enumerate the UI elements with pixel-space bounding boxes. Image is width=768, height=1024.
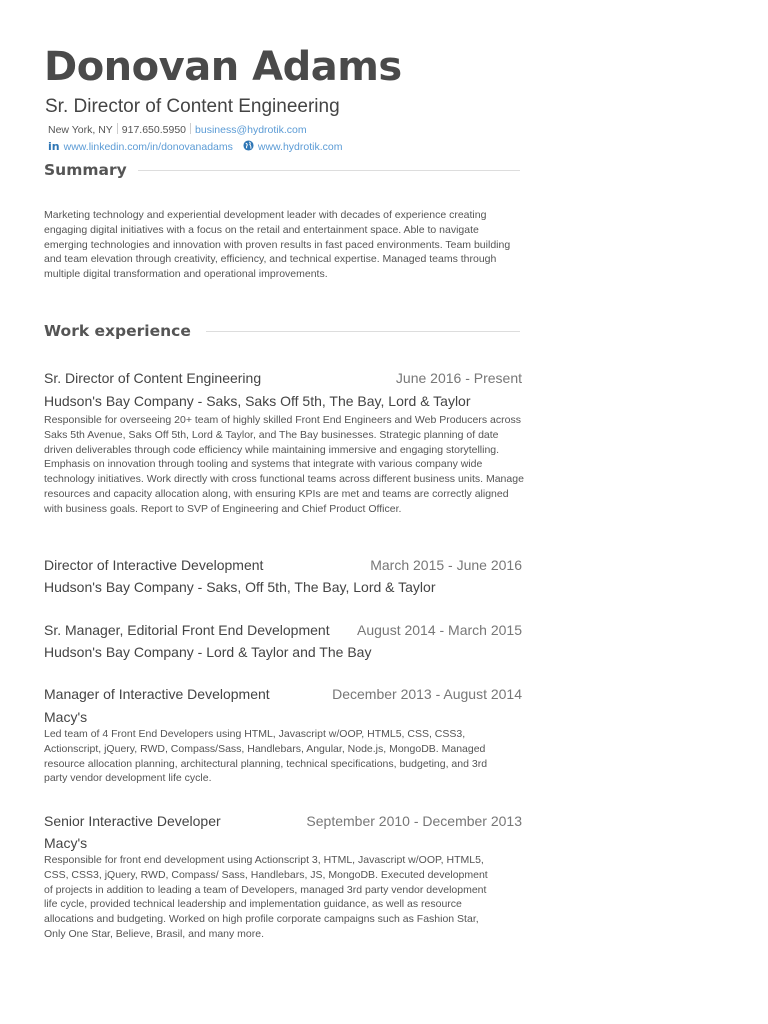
job-description: Responsible for front end development using Actionscript 3, HTML, Javascript w/OOP, HTML5, CSS, CSS3, jQuery, RWD, Compass/ Sass, Handlebars, JS, MongoDB. Executed development of projects in addition to leading a team of Developers, managed 3rd party vendor development life cycle, provided technical leadership and implementation guidance, as well as resource allocations and budgeting. Worked on high profile corporate campaigns such as Fashion Star, Only One Star, Believe, Brasil, and many more.	[44, 854, 488, 940]
job-dates: December 2013 - August 2014	[332, 686, 522, 702]
linkedin-link[interactable]: www.linkedin.com/in/donovanadams	[63, 141, 233, 153]
candidate-name: Donovan Adams	[44, 44, 402, 90]
email-link[interactable]: business@hydrotik.com	[195, 124, 307, 136]
profile-links	[48, 140, 342, 154]
section-divider	[206, 331, 520, 332]
job-company: Hudson's Bay Company - Saks, Off 5th, The Bay, Lord & Taylor	[44, 579, 436, 595]
divider	[117, 123, 118, 134]
summary-text: Marketing technology and experiential development leader with decades of experience creating engaging digital initiatives with a focus on the retail and entertainment space. Able to navigate emerging technologies and innovation with proven results in fast paced environments. Team building and team elevation through creativity, efficiency, and technical expertise. Managed teams through multiple digital transformation and operational improvements.	[44, 209, 511, 281]
job-title: Sr. Director of Content Engineering	[44, 370, 262, 386]
job-title: Manager of Interactive Development	[44, 686, 270, 702]
phone-text: 917.650.5950	[121, 124, 187, 136]
job-title: Sr. Manager, Editorial Front End Development	[44, 622, 330, 638]
job-company: Hudson's Bay Company - Lord & Taylor and The Bay	[44, 644, 372, 660]
experience-section-header	[44, 320, 520, 342]
linkedin-icon: in	[48, 140, 60, 153]
job-dates: June 2016 - Present	[395, 370, 522, 386]
website-link[interactable]: www.hydrotik.com	[257, 141, 343, 153]
job-dates: March 2015 - June 2016	[370, 557, 522, 573]
globe-icon	[243, 140, 254, 151]
job-company: Macy's	[44, 835, 88, 851]
job-title: Senior Interactive Developer	[44, 813, 221, 829]
job-company: Hudson's Bay Company - Saks, Saks Off 5th, The Bay, Lord & Taylor	[44, 393, 471, 409]
summary-section-header	[44, 159, 520, 181]
contact-info	[48, 123, 307, 137]
job-company: Macy's	[44, 709, 88, 725]
job-dates: August 2014 - March 2015	[357, 622, 522, 638]
candidate-title: Sr. Director of Content Engineering	[45, 96, 340, 117]
job-dates: September 2010 - December 2013	[306, 813, 522, 829]
summary-heading: Summary	[44, 161, 127, 179]
divider	[190, 123, 191, 134]
location-text: New York, NY	[48, 124, 113, 136]
job-title: Director of Interactive Development	[44, 557, 264, 573]
job-description: Responsible for overseeing 20+ team of highly skilled Front End Engineers and Web Producers across Saks 5th Avenue, Saks Off 5th, Lord & Taylor, and The Bay businesses. Strategic planning of date driven deliverables through code efficiency while maintaining immersive and engaging storytelling. Emphasis on innovation through tooling and systems that integrate with various company wide technology initiatives. Work directly with cross functional teams across different business units. Manage resources and capacity allocation along, with ensuring KPIs are met and teams are correctly aligned with business goals. Report to SVP of Engineering and Chief Product Officer.	[44, 414, 524, 515]
section-divider	[138, 170, 520, 171]
job-description: Led team of 4 Front End Developers using HTML, Javascript w/OOP, HTML5, CSS, CSS3, Actionscript, jQuery, RWD, Compass/Sass, Handlebars, Angular, Node.js, MongoDB. Managed resource allocation planning, architectural planning, technical specifications, budgeting, and 3rd party vendor development life cycle.	[44, 728, 488, 785]
experience-heading: Work experience	[44, 322, 191, 340]
